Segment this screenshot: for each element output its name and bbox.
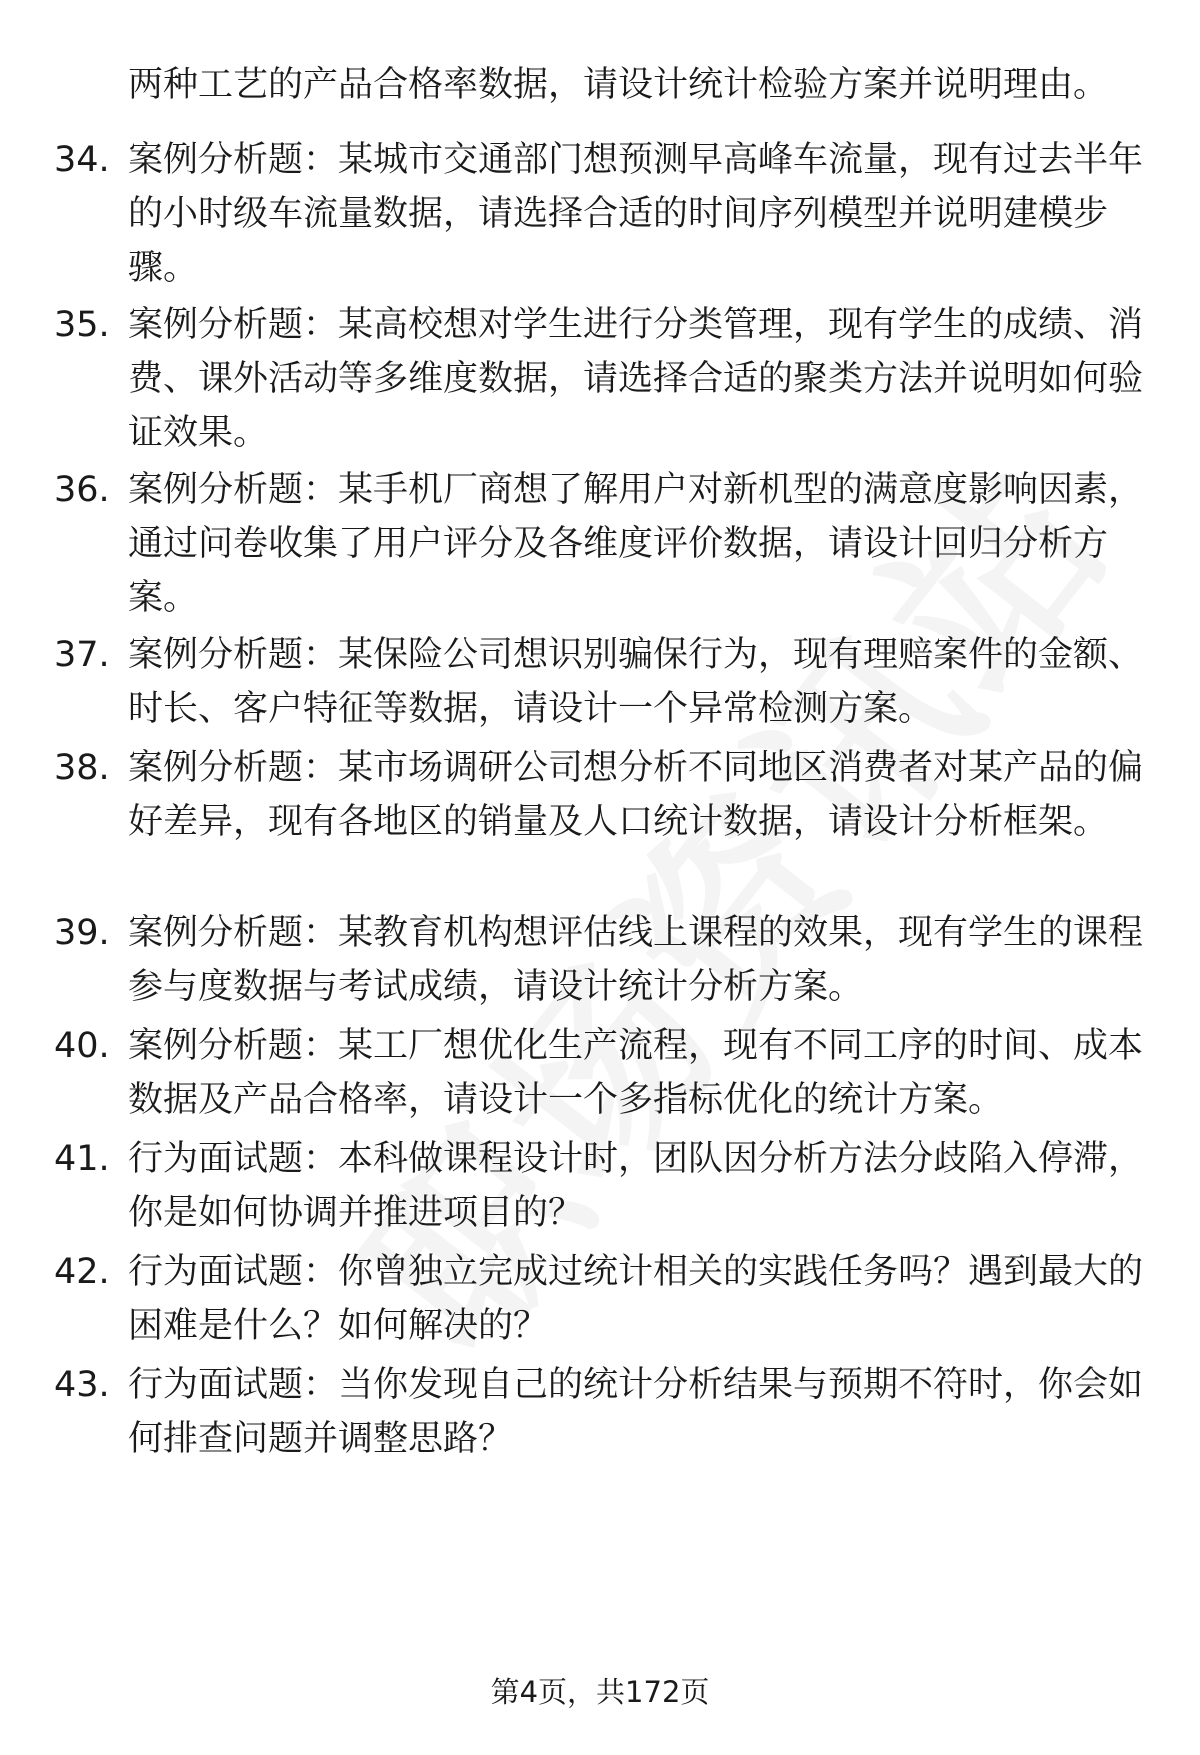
item-text: 案例分析题：某城市交通部门想预测早高峰车流量，现有过去半年的小时级车流量数据，请选择合适的时间序列模型并说明建模步骤。 xyxy=(128,140,1144,288)
item-number: 43. xyxy=(54,1365,110,1405)
item-text: 案例分析题：某教育机构想评估线上课程的效果，现有学生的课程参与度数据与考试成绩，请设计统计分析方案。 xyxy=(128,913,1144,1007)
item-text: 案例分析题：某手机厂商想了解用户对新机型的满意度影响因素，通过问卷收集了用户评分及各维度评价数据，请设计回归分析方案。 xyxy=(128,470,1144,618)
item-number: 42. xyxy=(54,1252,110,1292)
page-footer: 第4页，共172页 xyxy=(490,1675,710,1709)
list-item xyxy=(54,741,1144,849)
item-text: 行为面试题：当你发现自己的统计分析结果与预期不符时，你会如何排查问题并调整思路？ xyxy=(128,1365,1144,1459)
list-item xyxy=(54,1019,1144,1127)
list-item xyxy=(54,298,1144,460)
item-text: 案例分析题：某保险公司想识别骗保行为，现有理赔案件的金额、时长、客户特征等数据，请设计一个异常检测方案。 xyxy=(128,635,1144,729)
item-text: 案例分析题：某工厂想优化生产流程，现有不同工序的时间、成本数据及产品合格率，请设计一个多指标优化的统计方案。 xyxy=(128,1026,1144,1120)
item-number: 38. xyxy=(54,748,110,788)
item-text: 案例分析题：某市场调研公司想分析不同地区消费者对某产品的偏好差异，现有各地区的销量及人口统计数据，请设计分析框架。 xyxy=(128,748,1144,842)
item-number: 34. xyxy=(54,140,110,180)
item-number: 36. xyxy=(54,470,110,510)
list-item xyxy=(54,1245,1144,1353)
item-number: 37. xyxy=(54,635,110,675)
item-number: 39. xyxy=(54,913,110,953)
item-text: 行为面试题：本科做课程设计时，团队因分析方法分歧陷入停滞，你是如何协调并推进项目的？ xyxy=(128,1139,1144,1233)
list-item xyxy=(54,1358,1144,1466)
list-item xyxy=(54,628,1144,736)
list-item xyxy=(54,906,1144,1014)
item-number: 40. xyxy=(54,1026,110,1066)
list-item xyxy=(54,463,1144,625)
item-text: 行为面试题：你曾独立完成过统计相关的实践任务吗？遇到最大的困难是什么？如何解决的？ xyxy=(128,1252,1144,1346)
item-number: 35. xyxy=(54,305,110,345)
list-item xyxy=(54,133,1144,295)
list-item xyxy=(54,1132,1144,1240)
continuation-paragraph: 两种工艺的产品合格率数据，请设计统计检验方案并说明理由。 xyxy=(128,65,1109,105)
item-text: 案例分析题：某高校想对学生进行分类管理，现有学生的成绩、消费、课外活动等多维度数据，请选择合适的聚类方法并说明如何验证效果。 xyxy=(128,305,1144,453)
item-number: 41. xyxy=(54,1139,110,1179)
